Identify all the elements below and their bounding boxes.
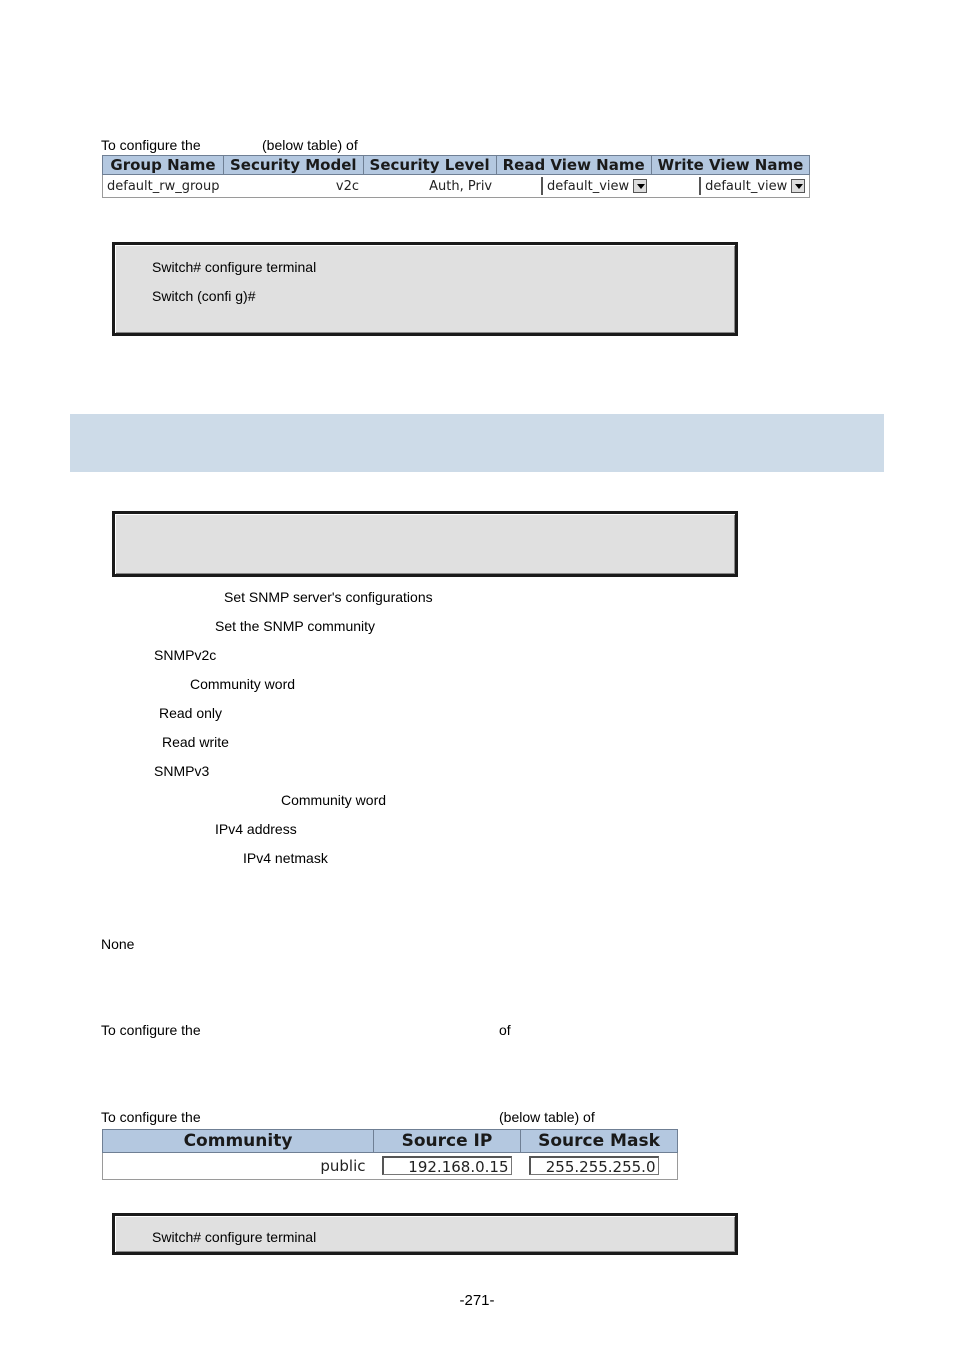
- command-syntax-box: [112, 511, 738, 577]
- write-view-cell: [651, 175, 810, 198]
- source-mask-cell: [521, 1153, 678, 1180]
- col-group-name: Group Name: [103, 156, 224, 175]
- read-view-value: default_view: [546, 178, 630, 194]
- community-table-header: [103, 1130, 678, 1153]
- col-community: Community: [103, 1130, 374, 1153]
- param-description: Read only: [159, 705, 223, 721]
- col-security-model: Security Model: [223, 156, 363, 175]
- usage-suffix: (below table) of: [499, 1109, 595, 1125]
- command-example-box: [112, 1213, 738, 1255]
- param-description: SNMPv3: [154, 763, 210, 779]
- usage-suffix: of: [499, 1022, 511, 1038]
- group-name-cell: default_rw_group: [107, 178, 220, 194]
- param-description: IPv4 netmask: [243, 850, 328, 866]
- intro-prefix: To configure the: [101, 137, 201, 153]
- group-table: [102, 155, 810, 198]
- param-description: Community word: [281, 792, 387, 808]
- usage-prefix: To configure the: [101, 1022, 201, 1038]
- param-description: Set the SNMP community: [215, 618, 376, 634]
- col-source-ip: Source IP: [374, 1130, 521, 1153]
- col-write-view-name: Write View Name: [651, 156, 810, 175]
- dropdown-arrow-icon[interactable]: [633, 179, 647, 193]
- section-heading-band: [70, 414, 884, 472]
- param-description: IPv4 address: [215, 821, 297, 837]
- command-example-box: [112, 242, 738, 336]
- param-description: Community word: [190, 676, 296, 692]
- security-model-cell: v2c: [335, 178, 360, 194]
- usage-prefix: To configure the: [101, 1109, 201, 1125]
- source-ip-input[interactable]: 192.168.0.15: [382, 1156, 512, 1175]
- col-read-view-name: Read View Name: [496, 156, 651, 175]
- write-view-value: default_view: [705, 178, 788, 194]
- read-view-cell: [496, 175, 651, 198]
- write-view-select[interactable]: [699, 177, 805, 195]
- dropdown-arrow-icon[interactable]: [791, 179, 805, 193]
- table-row: [103, 1153, 678, 1180]
- col-security-level: Security Level: [363, 156, 496, 175]
- command-line-1: Switch# configure terminal: [152, 1229, 317, 1245]
- community-cell: public: [320, 1157, 366, 1175]
- command-line-2: Switch (confi g)#: [152, 288, 256, 304]
- group-table-header: [103, 156, 810, 175]
- param-description: Set SNMP server's configurations: [224, 589, 433, 605]
- command-line-1: Switch# configure terminal: [152, 259, 317, 275]
- page-number: -271-: [459, 1292, 495, 1309]
- source-mask-input[interactable]: 255.255.255.0: [529, 1156, 659, 1175]
- source-ip-cell: [374, 1153, 521, 1180]
- table-row: [103, 175, 810, 198]
- default-value: None: [101, 936, 135, 952]
- param-description: Read write: [162, 734, 229, 750]
- intro-suffix: (below table) of: [262, 137, 358, 153]
- community-table: [102, 1129, 678, 1180]
- read-view-select[interactable]: [541, 177, 647, 195]
- security-level-cell: Auth, Priv: [429, 178, 493, 194]
- param-description: SNMPv2c: [154, 647, 217, 663]
- col-source-mask: Source Mask: [521, 1130, 678, 1153]
